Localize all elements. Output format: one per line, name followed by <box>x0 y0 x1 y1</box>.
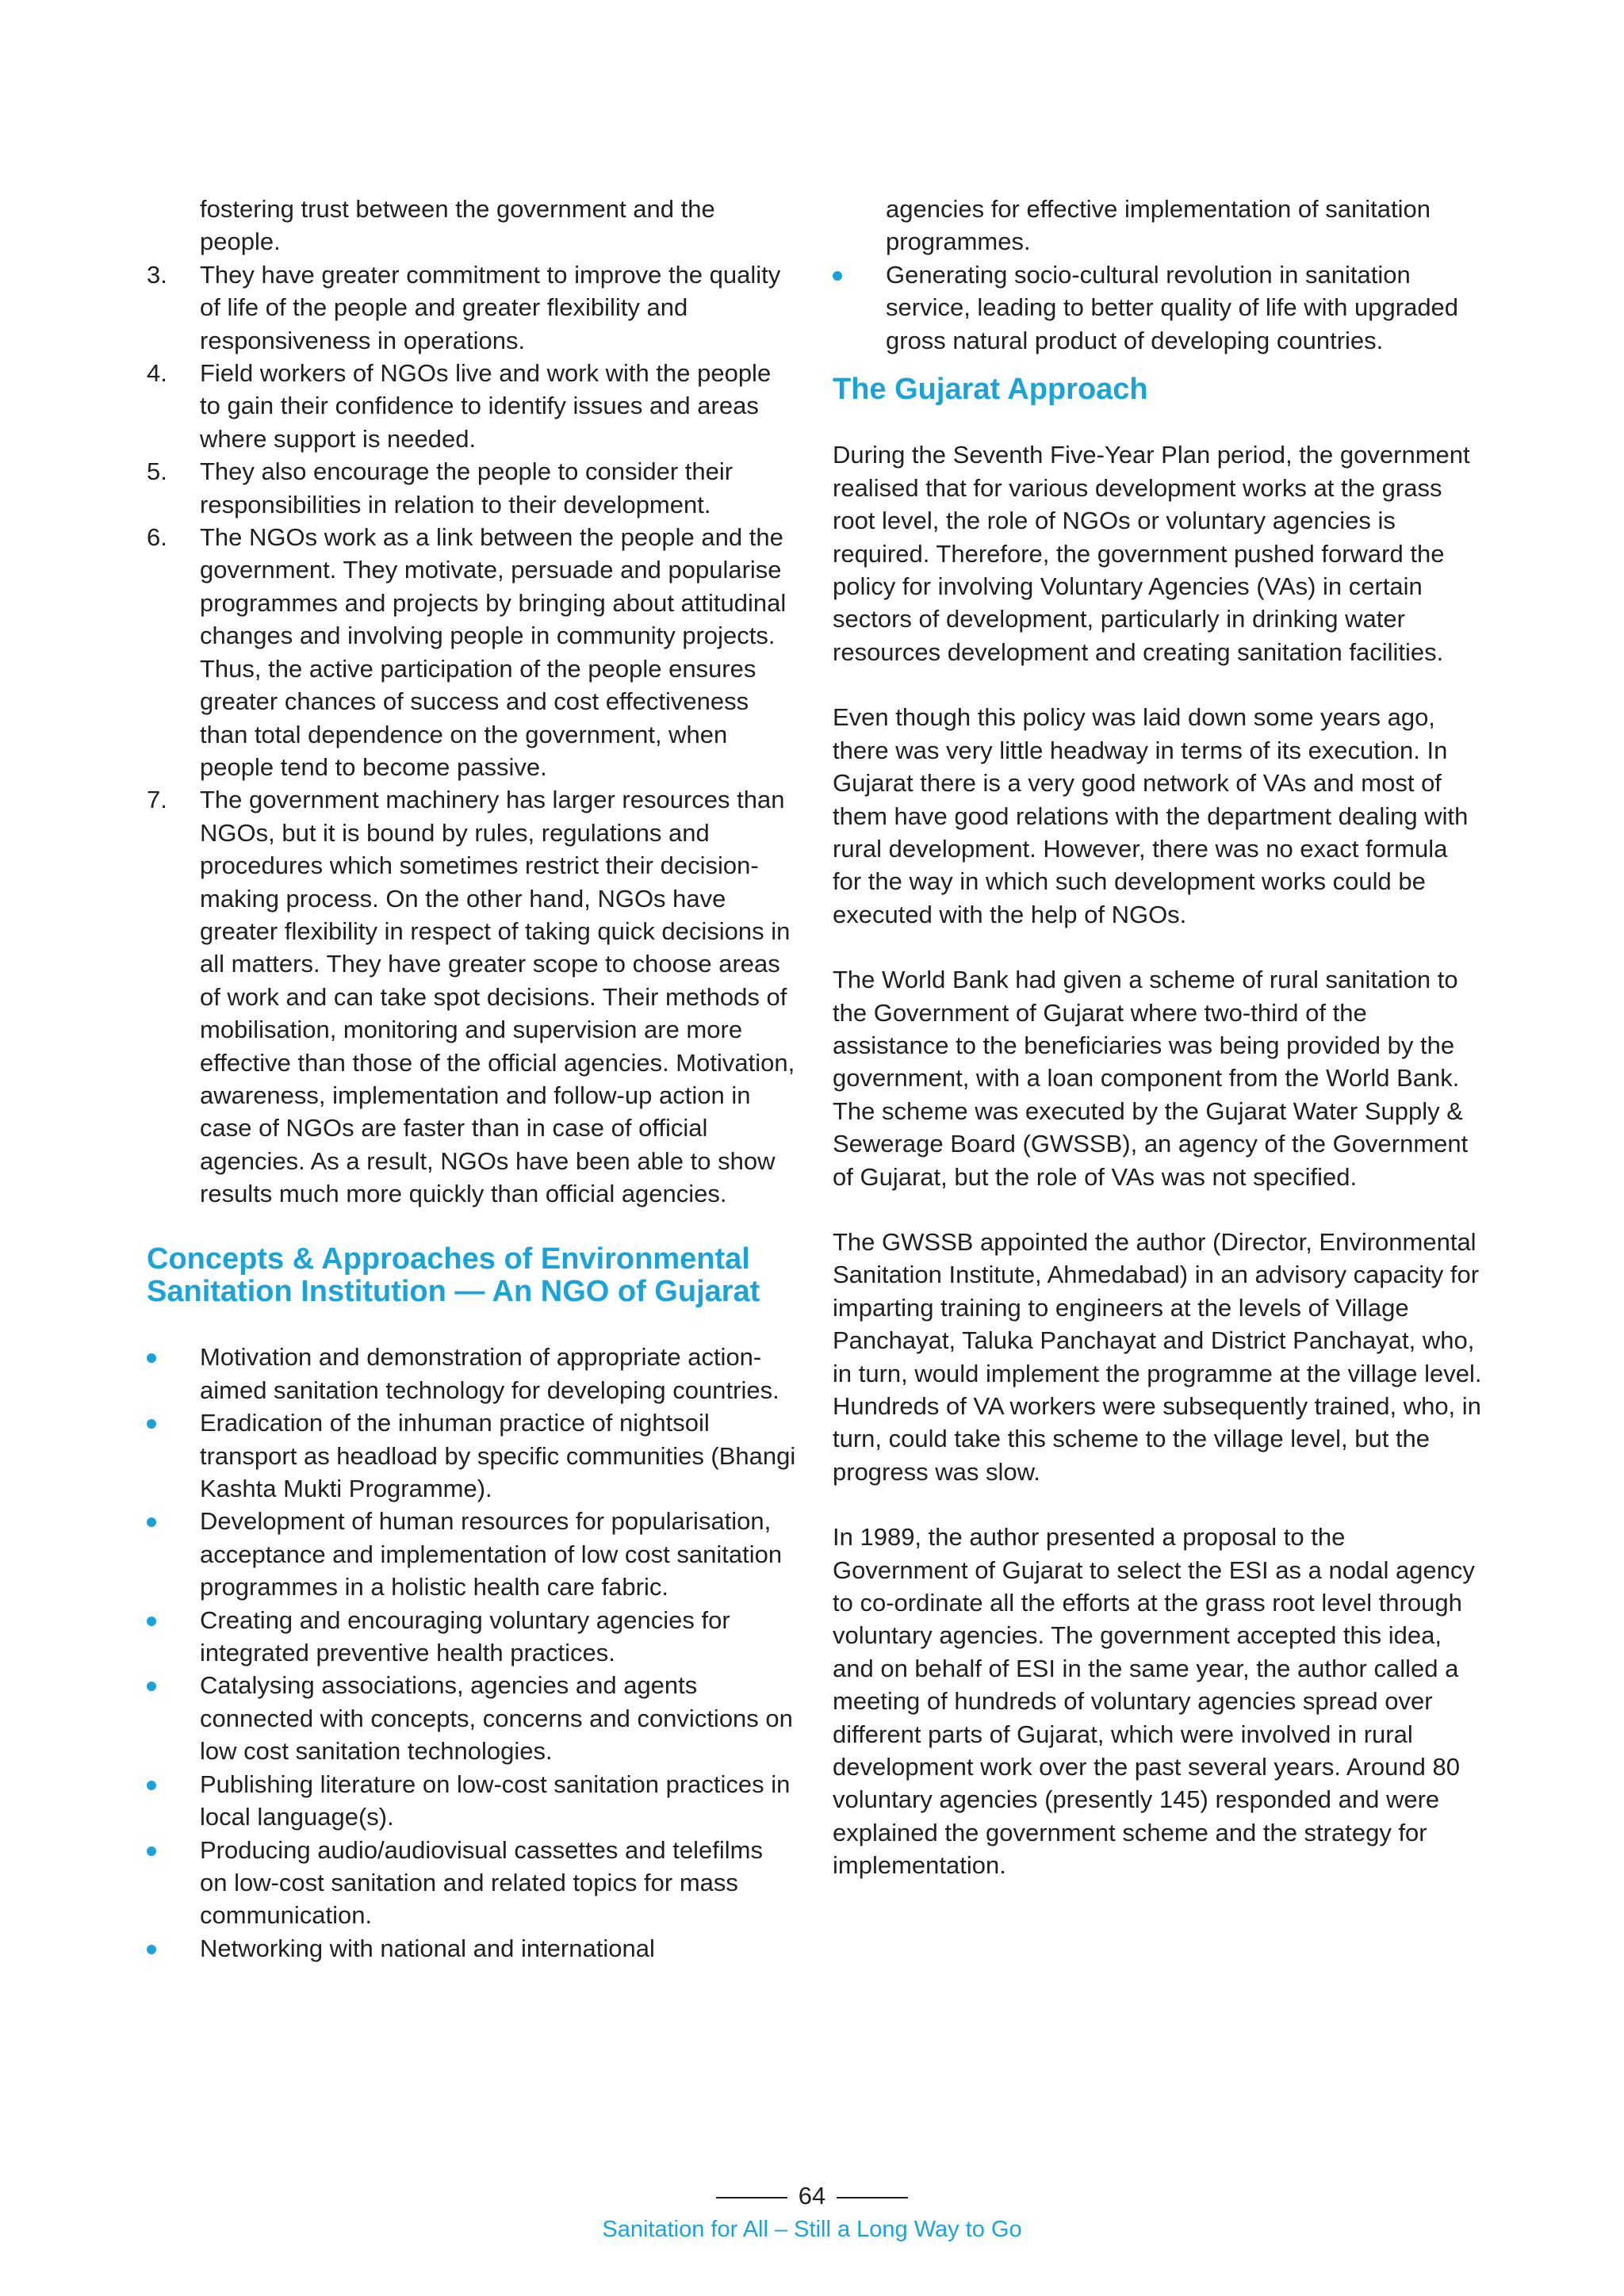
paragraph: The World Bank had given a scheme of rural sanitation to the Government of Gujarat where two-third of the assistance to the beneficiaries was being provided by the government, with a loan component from the World Bank. The scheme was executed by the Gujarat Water Supply & Sewerage Board (GWSSB), an agency of the Government of Gujarat, but the role of VAs was not specified. <box>833 966 1469 1191</box>
bullet-text: Motivation and demonstration of appropriate action-aimed sanitation technology for developing countries. <box>200 1343 779 1404</box>
bullet-text: Creating and encouraging voluntary agencies for integrated preventive health practices. <box>200 1605 730 1667</box>
bullet-text: Catalysing associations, agencies and agents connected with concepts, concerns and convictions on low cost sanitation technologies. <box>200 1671 793 1766</box>
bullet-text: Generating socio-cultural revolution in sanitation service, leading to better quality of life with upgraded gross natural product of developing countries. <box>886 260 1459 354</box>
bullet-item <box>147 1932 797 1965</box>
divider-line <box>837 2197 908 2198</box>
bullet-icon <box>147 1846 156 1856</box>
intro-continuation: fostering trust between the government and the people. <box>200 195 715 256</box>
item-number: 4. <box>147 359 167 388</box>
item-text: The government machinery has larger resources than NGOs, but it is bound by rules, regulations and procedures which sometimes restrict their decision-making process. On the other hand, NGOs have greater flexibility in respect of taking quick decisions in all matters. They have greater scope to choose areas of work and can take spot decisions. Their methods of mobilisation, monitoring and supervision are more effective than those of the official agencies. Motivation, awareness, implementation and follow-up action in case of NGOs are faster than in case of official agencies. As a result, NGOs have been able to show results much more quickly than official agencies. <box>200 786 795 1208</box>
bullet-icon <box>833 271 842 281</box>
paragraph: In 1989, the author presented a proposal to the Government of Gujarat to select the ESI as a nodal agency to co-ordinate all the efforts at the grass root level through voluntary agencies. The government accepted this idea, and on behalf of ESI in the same year, the author called a meeting of hundreds of voluntary agencies spread over different parts of Gujarat, which were involved in rural development work over the past several years. Around 80 voluntary agencies (presently 145) responded and were explained the government scheme and the strategy for implementation. <box>833 1523 1475 1880</box>
section-heading-concepts: Concepts & Approaches of Environmental Sanitation Institution — An NGO of Gujarat <box>147 1242 760 1308</box>
bullet-item <box>833 258 1483 357</box>
item-text: Field workers of NGOs live and work with the people to gain their confidence to identify issues and areas where support is needed. <box>200 359 772 453</box>
bullet-item <box>147 1505 797 1603</box>
bullet-icon <box>147 1419 156 1429</box>
bullet-item <box>147 1768 797 1834</box>
bullet-text: Networking with national and international <box>200 1934 655 1962</box>
section-heading-gujarat: The Gujarat Approach <box>833 373 1148 407</box>
paragraph: The GWSSB appointed the author (Director, Environmental Sanitation Institute, Ahmedabad) in an advisory capacity for imparting training to engineers at the levels of Village Panchayat, Taluka Panchayat and District Panchayat, who, in turn, would implement the programme at the village level. Hundreds of VA workers were subsequently trained, who, in turn, could take this scheme to the village level, but the progress was slow. <box>833 1227 1482 1486</box>
bullet-item <box>147 1604 797 1670</box>
page-number-row <box>0 2182 1624 2210</box>
item-number: 3. <box>147 260 167 289</box>
divider-line <box>716 2197 787 2198</box>
bullet-item <box>147 1341 797 1406</box>
item-text: They have greater commitment to improve the quality of life of the people and greater flexibility and responsiveness in operations. <box>200 260 781 354</box>
item-text: The NGOs work as a link between the people and the government. They motivate, persuade and popularise programmes and projects by bringing about attitudinal changes and involving people in community projects. Thus, the active participation of the people ensures greater chances of success and cost effectiveness than total dependence on the government, when people tend to become passive. <box>200 523 787 781</box>
list-item <box>147 357 797 455</box>
list-item <box>147 783 797 1210</box>
bullet-item <box>147 1406 797 1505</box>
bullet-icon <box>147 1781 156 1790</box>
bullet-icon <box>147 1353 156 1363</box>
bullet-icon <box>147 1617 156 1626</box>
bullet-icon <box>147 1682 156 1691</box>
bullet-icon <box>147 1945 156 1954</box>
item-number: 5. <box>147 457 167 486</box>
bullet-text: Producing audio/audiovisual cassettes and telefilms on low-cost sanitation and related topics for mass communication. <box>200 1835 763 1930</box>
bullet-text: Publishing literature on low-cost sanitation practices in local language(s). <box>200 1770 791 1831</box>
list-item <box>147 455 797 521</box>
bullet-item <box>147 1669 797 1767</box>
list-item <box>147 521 797 783</box>
paragraph: Even though this policy was laid down some years ago, there was very little headway in terms of its execution. In Gujarat there is a very good network of VAs and most of them have good relations with the department dealing with rural development. However, there was no exact formula for the way in which such development works could be executed with the help of NGOs. <box>833 703 1469 928</box>
paragraph: During the Seventh Five-Year Plan period, the government realised that for various development works at the grass root level, the role of NGOs or voluntary agencies is required. Therefore, the government pushed forward the policy for involving Voluntary Agencies (VAs) in certain sectors of development, particularly in drinking water resources development and creating sanitation facilities. <box>833 441 1470 666</box>
page-number: 64 <box>798 2182 826 2210</box>
bullet-text: Development of human resources for popularisation, acceptance and implementation of low cost sanitation programmes in a holistic health care fabric. <box>200 1507 783 1601</box>
item-number: 6. <box>147 523 167 552</box>
footer-book-title: Sanitation for All – Still a Long Way to Go <box>602 2217 1022 2242</box>
bullet-text: Eradication of the inhuman practice of nightsoil transport as headload by specific communities (Bhangi Kashta Mukti Programme). <box>200 1409 796 1503</box>
list-item <box>147 258 797 357</box>
bullet-continuation: agencies for effective implementation of sanitation programmes. <box>886 195 1431 256</box>
item-text: They also encourage the people to consider their responsibilities in relation to their development. <box>200 457 733 519</box>
bullet-item <box>147 1834 797 1932</box>
bullet-icon <box>147 1517 156 1527</box>
item-number: 7. <box>147 786 167 814</box>
right-column <box>833 193 1483 1882</box>
left-column <box>147 193 797 1965</box>
